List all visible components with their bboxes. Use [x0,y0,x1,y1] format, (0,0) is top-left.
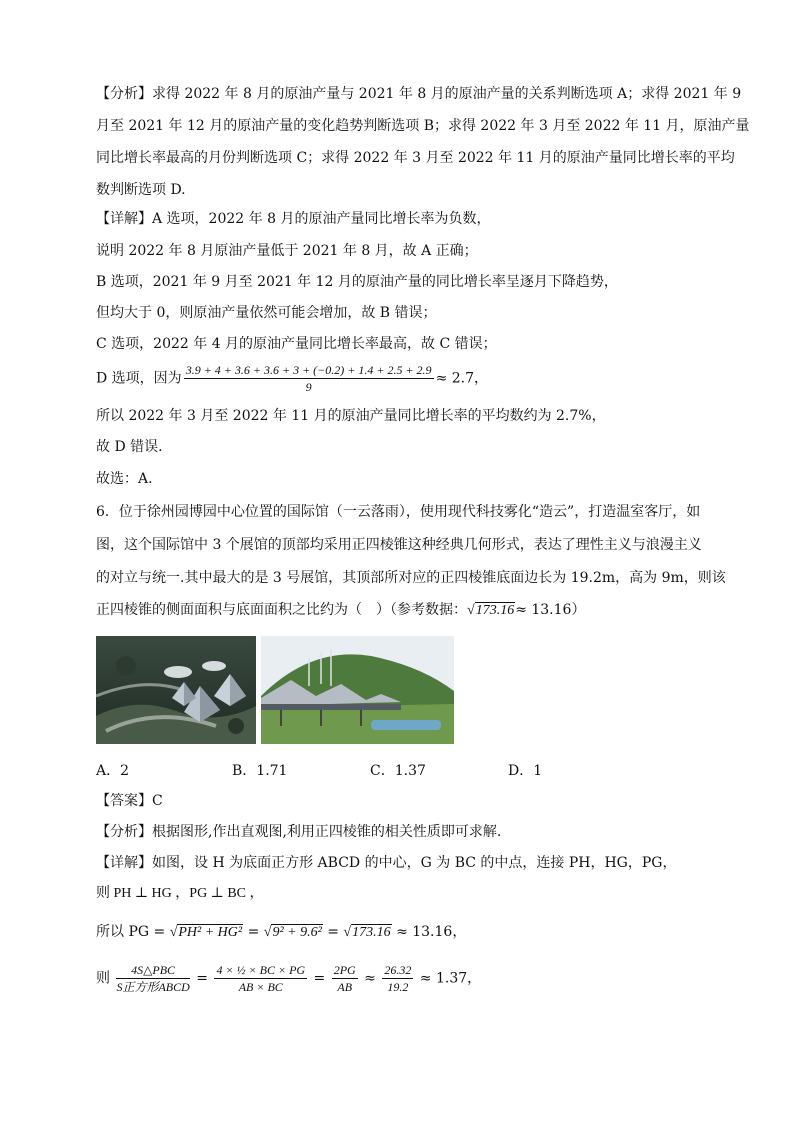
detail2-line-1 [96,853,676,873]
equals-2: = [327,924,339,940]
choice-c: C．1.37 [370,763,426,779]
sqrt-radicand: 173.16 [475,603,515,618]
aerial-view-photo [96,636,256,744]
detail-line-9: 故选：A. [96,471,153,487]
ratio-fraction-3 [332,962,358,995]
question-6-text-4a: 正四棱锥的侧面面积与底面面积之比约为（ ）（参考数据： [96,602,467,618]
ratio-result: ≈ 1.37， [419,970,482,987]
average-fraction [184,362,434,395]
analysis-text-1: 求得 2022 年 8 月的原油产量与 2021 年 8 月的原油产量的关系判断选项 A；求得 2021 年 9 [152,86,742,102]
choice-b: B．1.71 [232,763,288,779]
answer-tag: 【答案】 [96,793,152,809]
detail2-tag: 【详解】 [96,855,152,871]
analysis-line-2: 月至 2021 年 12 月的原油产量的变化趋势判断选项 B；求得 2022 年 3 月至 2022 年 11 月，原油产量 [96,118,750,134]
detail-line-6 [96,362,488,395]
detail-line-2: 说明 2022 年 8 月原油产量低于 2021 年 8 月，故 A 正确； [96,243,478,259]
ratio-4-num: 26.32 [384,963,412,977]
detail2-line-4 [96,962,481,995]
question-6-line-1: 6．位于徐州园博园中心位置的国际馆（一云落雨），使用现代科技雾化“造云”，打造温室客厅，如 [96,504,701,520]
ratio-2-num: 4 × ½ × BC × PG [216,963,306,977]
radicand-1: PH² + HG² [178,925,243,940]
analysis-line-1 [96,84,741,104]
ratio-approx-1: ≈ [364,970,376,987]
ratio-fraction-2 [214,962,307,995]
approx-result: ≈ 13.16， [396,924,467,940]
answer-line [96,791,163,811]
ratio-3-den: AB [337,980,353,994]
detail-line-8: 故 D 错误. [96,439,163,455]
sqrt-173: √173.16 [467,603,515,618]
fraction-numerator: 3.9 + 4 + 3.6 + 3.6 + 3 + (−0.2) + 1.4 + 2.5 + 2.9 [185,363,432,377]
detail-line-1 [96,209,490,229]
ratio-fraction-1 [116,962,189,995]
ratio-1-num: 4S△PBC [116,962,189,979]
detail-line-4: 但均大于 0，则原油产量依然可能会增加，故 B 错误； [96,305,437,321]
ratio-fraction-4 [382,962,413,995]
sqrt-9-96: √9² + 9.6² [263,925,322,940]
detail2-line-3 [96,922,466,943]
detail-text-6b: ≈ 2.7， [435,370,489,387]
detail-line-7: 所以 2022 年 3 月至 2022 年 11 月的原油产量同比增长率的平均数约为 2.7%， [96,408,606,424]
detail-text-1: A 选项，2022 年 8 月的原油产量同比增长率为负数， [152,211,491,227]
ratio-eq-2: = [313,970,326,987]
answer-value: C [152,793,163,809]
question-6-line-2: 图，这个国际馆中 3 个展馆的顶部均采用正四棱锥这种经典几何形式，表达了理性主义与浪漫主义 [96,537,702,553]
detail-tag: 【详解】 [96,211,152,227]
analysis-line-4: 数判断选项 D. [96,182,186,198]
analysis2-line [96,822,501,842]
choice-d: D．1 [508,763,543,779]
question-6-line-4 [96,600,585,621]
fraction-denominator: 9 [305,380,312,394]
detail-line-3: B 选项，2021 年 9 月至 2021 年 12 月的原油产量的同比增长率呈逐月下降趋势， [96,274,618,290]
analysis-line-3: 同比增长率最高的月份判断选项 C；求得 2022 年 3 月至 2022 年 11 月的原油产量同比增长率的平均 [96,150,735,166]
choice-a: A．2 [96,763,130,779]
ratio-4-den: 19.2 [387,980,409,994]
question-6-text-4b: ≈ 13.16） [515,602,586,618]
sqrt-ph-hg: √PH² + HG² [169,925,243,940]
ratio-2-den: AB × BC [238,980,283,994]
ratio-eq-1: = [196,970,208,987]
pg-label: 所以 PG = [96,924,166,940]
detail2-text-1: 如图，设 H 为底面正方形 ABCD 的中心，G 为 BC 的中点，连接 PH，HG，PG， [152,855,677,871]
ratio-3-num: 2PG [333,963,356,977]
detail-text-6a: D 选项，因为 [96,370,182,387]
detail-line-5: C 选项，2022 年 4 月的原油产量同比增长率最高，故 C 错误； [96,336,497,352]
question-6-line-3: 的对立与统一.其中最大的是 3 号展馆，其顶部所对应的正四棱锥底面边长为 19.2m，高为 9m，则该 [96,570,726,586]
ratio-label: 则 [96,970,110,987]
ratio-1-den: S正方形ABCD [116,980,190,994]
sqrt-173-b: √173.16 [343,925,391,940]
exterior-view-photo [261,636,454,744]
analysis2-tag: 【分析】 [96,824,152,840]
radicand-2: 9² + 9.6² [272,925,322,940]
analysis2-text: 根据图形,作出直观图,利用正四棱锥的相关性质即可求解. [152,824,502,840]
radicand-3: 173.16 [352,925,391,940]
equals-1: = [247,924,260,940]
analysis-tag: 【分析】 [96,86,152,102]
detail2-line-2: 则 PH ⊥ HG ，PG ⊥ BC ， [96,886,264,901]
